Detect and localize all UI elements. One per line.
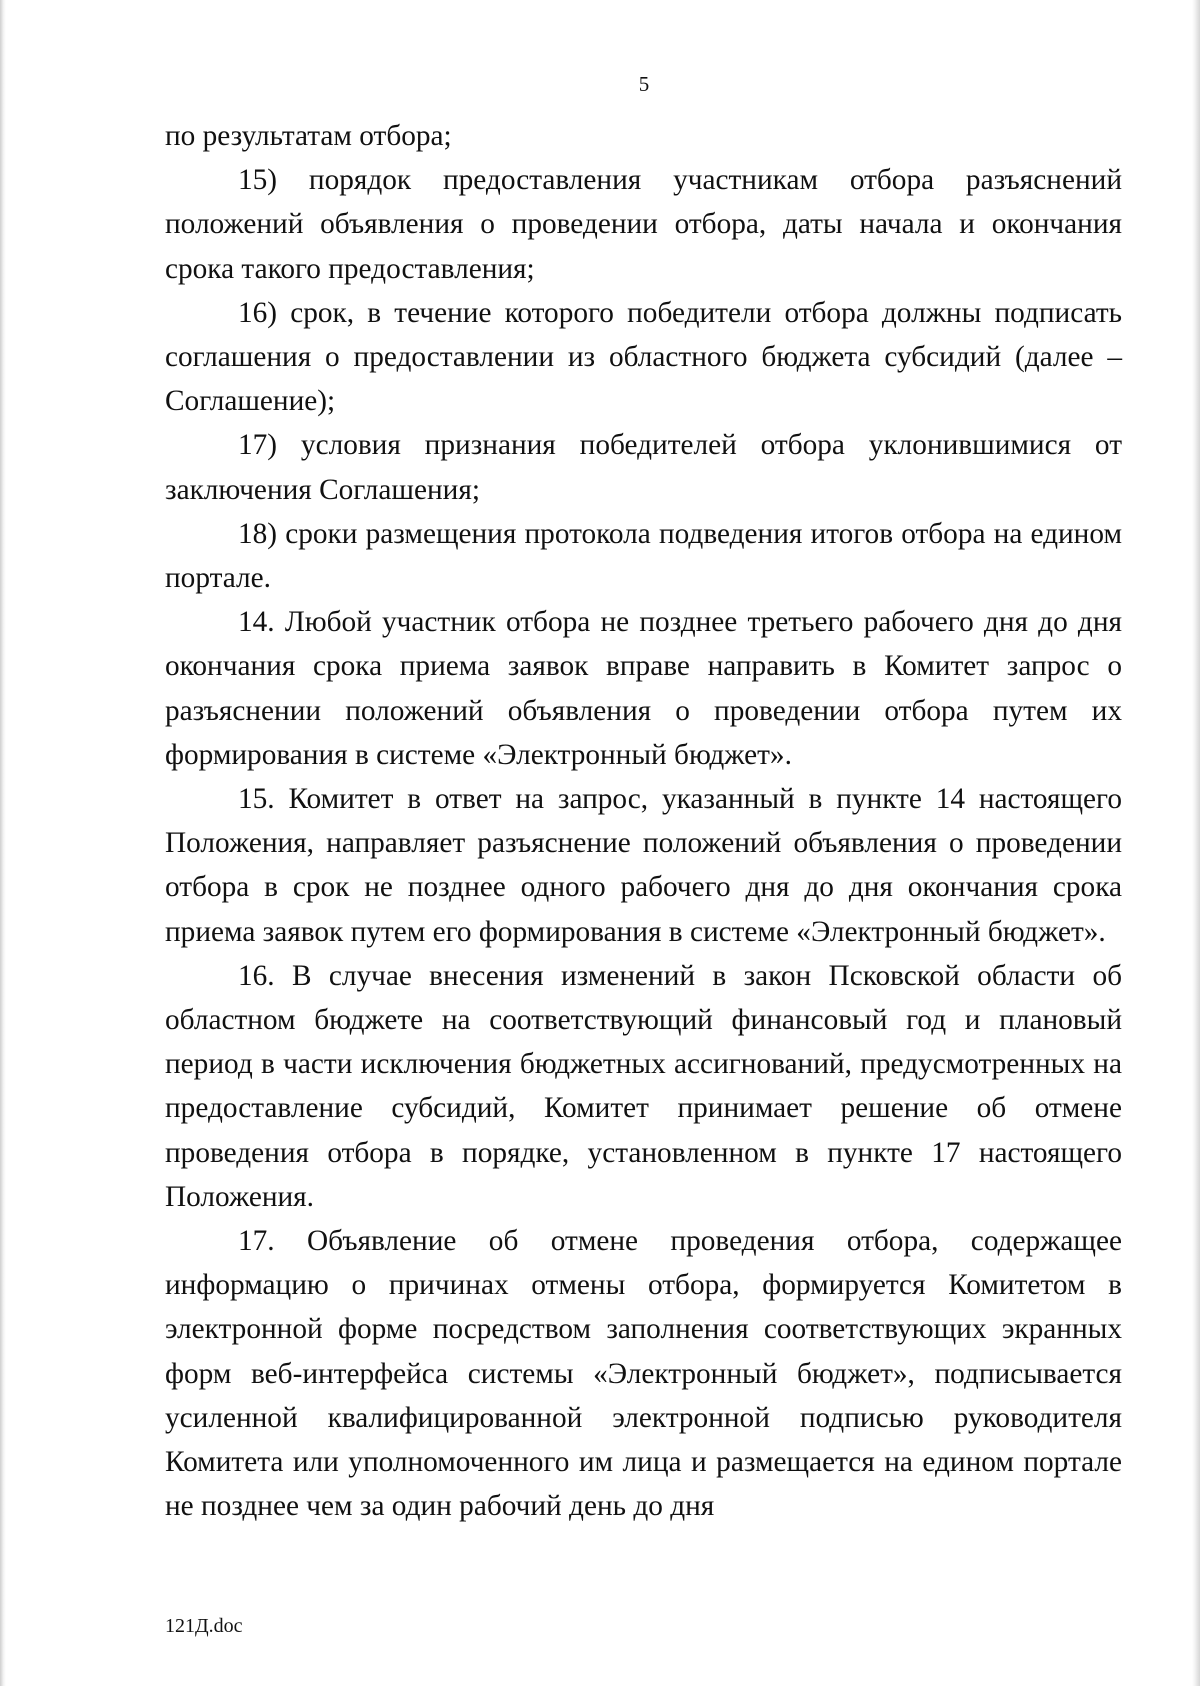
scan-right-edge bbox=[1192, 0, 1200, 1686]
clause-17: 17. Объявление об отмене проведения отбора, содержащее информацию о причинах отмены отбора, формируется Комитетом в электронной форме посредством заполнения соответствующих экранных форм веб-интерфейса системы «Электронный бюджет», подписывается усиленной квалифицированной электронной подписью руководителя Комитета или уполномоченного им лица и размещается на едином портале не позднее чем за один рабочий день до дня bbox=[165, 1225, 1122, 1523]
page-number: 5 bbox=[638, 72, 650, 96]
footer-filename: 121Д.doc bbox=[165, 1615, 243, 1637]
scan-left-edge bbox=[0, 0, 6, 1686]
clause-15: 15. Комитет в ответ на запрос, указанный в пункте 14 настоящего Положения, направляет разъяснение положений объявления о проведении отбора в срок не позднее одного рабочего дня до дня окончания срока приема заявок путем его формирования в системе «Электронный бюджет». bbox=[165, 783, 1122, 948]
list-item-16: 16) срок, в течение которого победители отбора должны подписать соглашения о предоставлении из областного бюджета субсидий (далее – Соглашение); bbox=[165, 296, 1122, 418]
list-item-18: 18) сроки размещения протокола подведения итогов отбора на едином портале. bbox=[165, 517, 1122, 595]
document-body bbox=[165, 114, 1122, 1529]
paragraph-continuation: по результатам отбора; bbox=[165, 120, 452, 152]
clause-14: 14. Любой участник отбора не позднее третьего рабочего дня до дня окончания срока приема заявок вправе направить в Комитет запрос о разъяснении положений объявления о проведении отбора путем их формирования в системе «Электронный бюджет». bbox=[165, 606, 1122, 771]
clause-16: 16. В случае внесения изменений в закон Псковской области об областном бюджете на соответствующий финансовый год и плановый период в части исключения бюджетных ассигнований, предусмотренных на предоставление субсидий, Комитет принимает решение об отмене проведения отбора в порядке, установленном в пункте 17 настоящего Положения. bbox=[165, 959, 1122, 1213]
list-item-17: 17) условия признания победителей отбора уклонившимися от заключения Соглашения; bbox=[165, 429, 1122, 506]
list-item-15: 15) порядок предоставления участникам отбора разъяснений положений объявления о проведении отбора, даты начала и окончания срока такого предоставления; bbox=[165, 164, 1122, 285]
